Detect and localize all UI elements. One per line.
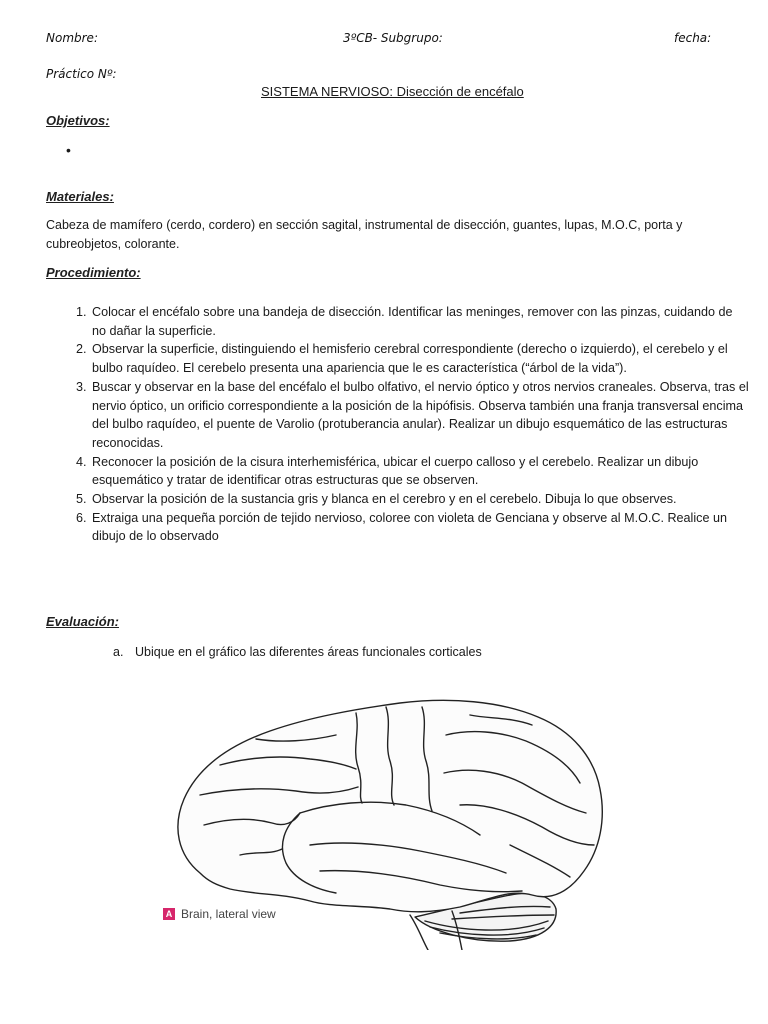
- list-item: 3. Buscar y observar en la base del encéfalo el bulbo olfativo, el nervio óptico y otros nervios craneales. Observa, tras el nervio óptico, un orificio correspondiente a la posición de la hipófisis. Observa también una franja transversal encima del bulbo raquídeo, el puente de Varolio (protuberancia anular). Realizar un dibujo esquemático de las estructuras reconocidas.: [90, 378, 750, 453]
- subgrupo-label: 3ºCB- Subgrupo:: [343, 31, 443, 45]
- objetivos-bullet: •: [66, 142, 71, 158]
- evaluacion-item-marker: a.: [113, 645, 124, 659]
- list-item: 1. Colocar el encéfalo sobre una bandeja de disección. Identificar las meninges, remover con las pinzas, cuidando de no dañar la superficie.: [90, 303, 750, 340]
- list-item: 5. Observar la posición de la sustancia gris y blanca en el cerebro y en el cerebelo. Dibuja lo que observes.: [90, 490, 750, 509]
- list-item: 2. Observar la superficie, distinguiendo el hemisferio cerebral correspondiente (derecho o izquierdo), el cerebelo y el bulbo raquídeo. El cerebelo presenta una apariencia que le es característica (“árbol de la vida”).: [90, 340, 750, 377]
- figure-caption-text: Brain, lateral view: [181, 907, 276, 921]
- materiales-heading: Materiales:: [46, 189, 114, 204]
- materiales-line-1: Cabeza de mamífero (cerdo, cordero) en sección sagital, instrumental de disección, guantes, lupas, M.O.C, porta y: [46, 218, 683, 232]
- procedimiento-heading: Procedimiento:: [46, 265, 141, 280]
- evaluacion-heading: Evaluación:: [46, 614, 119, 629]
- practico-label: Práctico Nº:: [46, 67, 117, 81]
- figure-badge: A: [163, 908, 175, 920]
- list-item: 6. Extraiga una pequeña porción de tejido nervioso, coloree con violeta de Genciana y observe al M.O.C. Realice un dibujo de lo observado: [90, 509, 750, 546]
- objetivos-heading: Objetivos:: [46, 113, 110, 128]
- list-item: 4. Reconocer la posición de la cisura interhemisférica, ubicar el cuerpo calloso y el cerebelo. Realizar un dibujo esquemático y tratar de identificar otras estructuras que se observen.: [90, 453, 750, 490]
- figure-caption: [163, 907, 276, 921]
- fecha-label: fecha:: [674, 31, 712, 45]
- evaluacion-item-text: Ubique en el gráfico las diferentes áreas funcionales corticales: [135, 645, 482, 659]
- materiales-line-2: cubreobjetos, colorante.: [46, 237, 180, 251]
- nombre-label: Nombre:: [46, 31, 98, 45]
- procedimiento-list: [66, 303, 750, 546]
- page-title: SISTEMA NERVIOSO: Disección de encéfalo: [261, 84, 524, 99]
